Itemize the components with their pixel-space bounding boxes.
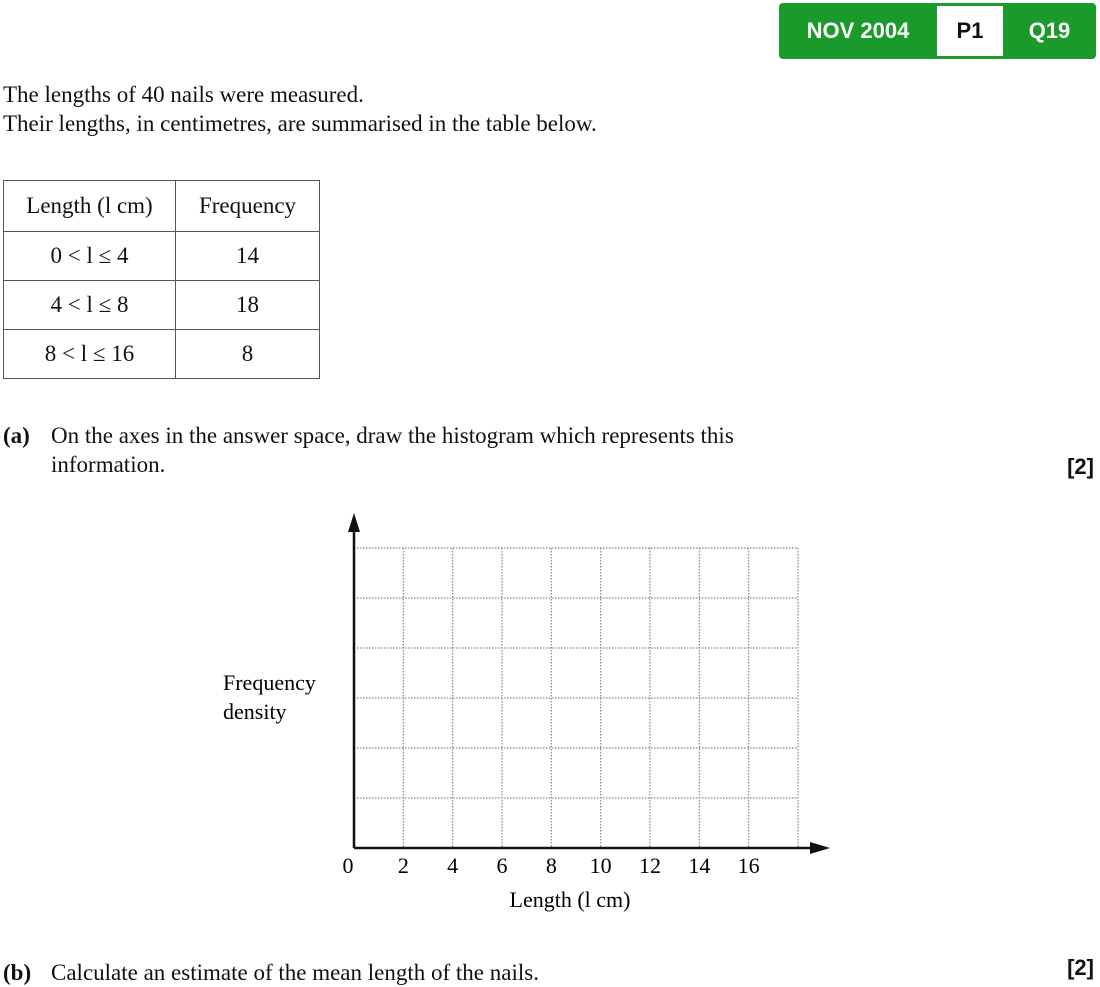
- header-frequency: Frequency: [176, 181, 320, 232]
- x-axis-label: Length (l cm): [509, 887, 631, 912]
- interval-cell: 0 < l ≤ 4: [4, 232, 176, 281]
- interval-cell: 8 < l ≤ 16: [4, 330, 176, 379]
- part-b-text: Calculate an estimate of the mean length of the nails.: [51, 960, 539, 985]
- x-tick-label: 6: [496, 853, 508, 878]
- x-tick-label: 10: [589, 853, 612, 878]
- part-b-marks: [2]: [1067, 955, 1094, 980]
- x-axis-arrow-icon: [810, 842, 830, 854]
- x-tick-label: 0: [342, 853, 354, 878]
- header-length: Length (l cm): [4, 181, 176, 232]
- y-axis-label-line1: Frequency: [223, 670, 316, 695]
- interval-cell: 4 < l ≤ 8: [4, 281, 176, 330]
- badge-question: Q19: [1028, 18, 1071, 43]
- chart-ticks: [343, 853, 760, 878]
- part-b: [3, 958, 539, 987]
- frequency-cell: 18: [176, 281, 320, 330]
- badge-session: NOV 2004: [806, 18, 910, 43]
- y-axis-arrow-icon: [348, 513, 360, 532]
- intro-line-2: Their lengths, in centimetres, are summarised in the table below.: [3, 111, 597, 136]
- x-tick-label: 8: [545, 853, 557, 878]
- x-tick-label: 12: [639, 853, 661, 878]
- frequency-cell: 14: [176, 232, 320, 281]
- x-tick-label: 4: [447, 853, 459, 878]
- part-a-line-2: information.: [51, 452, 166, 477]
- part-b-label: (b): [3, 960, 32, 985]
- part-a-marks: [2]: [1067, 454, 1094, 479]
- chart-axes: [348, 513, 830, 854]
- intro-line-1: The lengths of 40 nails were measured.: [3, 82, 364, 107]
- x-tick-label: 14: [688, 853, 711, 878]
- part-a-line-1: On the axes in the answer space, draw the histogram which represents this: [51, 423, 734, 448]
- chart-grid: [354, 548, 798, 848]
- x-tick-label: 2: [397, 853, 409, 878]
- frequency-cell: 8: [176, 330, 320, 379]
- y-axis-label-line2: density: [223, 699, 287, 724]
- part-a-label: (a): [3, 423, 30, 448]
- badge-paper: P1: [937, 6, 1003, 56]
- x-tick-label: 16: [737, 853, 760, 878]
